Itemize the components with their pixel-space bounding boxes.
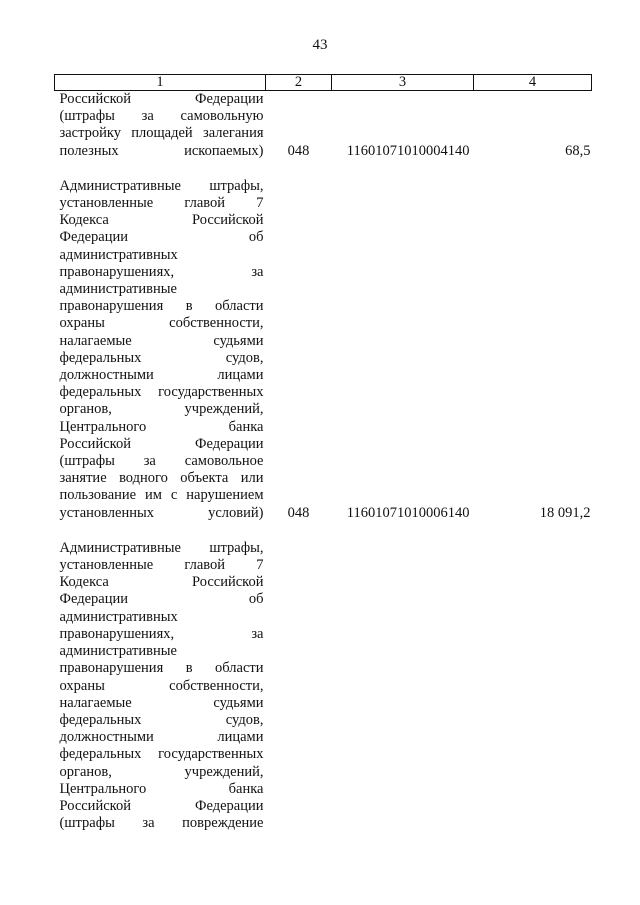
page-number: 43 [312,37,328,53]
row-budget-code [332,540,474,832]
row-description: Российской Федерации (штрафы за самовольную застройку площадей залегания полезных ископаемых) [59,91,264,159]
table-header-row [55,75,592,91]
row-spacer [55,522,592,540]
column-header-4: 4 [474,75,592,91]
budget-revenue-table [54,74,592,832]
row-description: Административные штрафы, установленные главой 7 Кодекса Российской Федерации об административных правонарушениях, за административные правонарушения в области охраны собственности, налагаемые судьями федеральных судов, должностными лицами федеральных государственных органов, учреждений, Центрального банка Российской Федерации (штрафы за самовольное занятие водного объекта или пользование им с нарушением установленных условий) [59,177,264,521]
row-budget-code: 11601071010006140 [346,504,470,521]
column-header-1: 1 [55,75,266,91]
row-description: Административные штрафы, установленные главой 7 Кодекса Российской Федерации об административных правонарушениях, за административные правонарушения в области охраны собственности, налагаемые судьями федеральных судов, должностными лицами федеральных государственных органов, учреждений, Центрального банка Российской Федерации (штрафы за повреждение [59,539,264,832]
table-row [55,91,592,160]
table-row [55,540,592,832]
column-header-2: 2 [266,75,332,91]
column-header-3: 3 [332,75,474,91]
row-admin-code: 048 [287,142,310,159]
row-amount: 68,5 [565,142,591,159]
row-amount: 18 091,2 [539,504,591,521]
row-admin-code: 048 [287,504,310,521]
row-amount [474,540,592,832]
row-budget-code: 11601071010004140 [346,142,470,159]
table-row [55,178,592,522]
row-admin-code [266,540,332,832]
row-spacer [55,160,592,178]
